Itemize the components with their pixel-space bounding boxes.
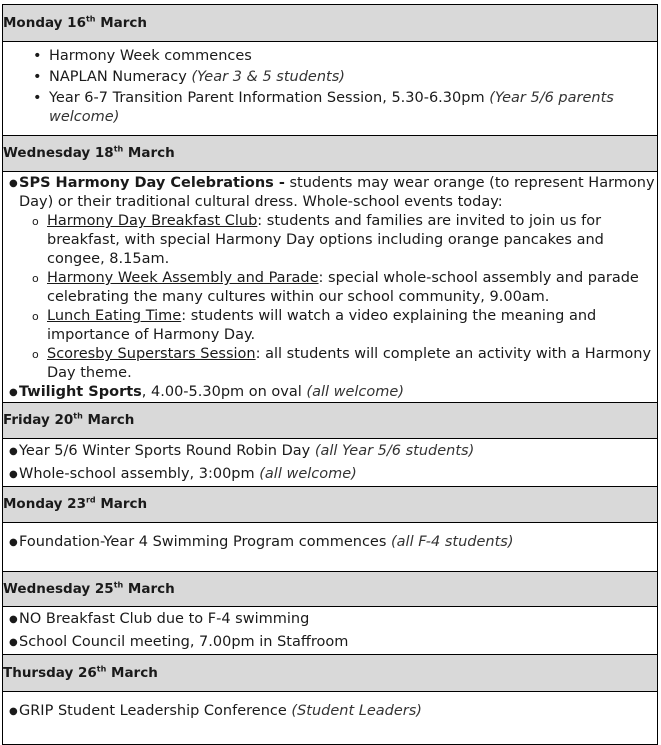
bullet-icon: ● — [9, 537, 18, 548]
bullet-icon: ● — [9, 614, 18, 625]
bullet-icon: • — [33, 69, 42, 85]
sub-event-list — [3, 212, 657, 383]
bullet-icon: ● — [9, 178, 18, 189]
list-item: ● Year 5/6 Winter Sports Round Robin Day (all Year 5/6 students) — [9, 443, 475, 459]
list-item: o Scoresby Superstars Session: all students will complete an activity with a Harmony Day theme. — [32, 346, 652, 381]
bullet-icon: ● — [9, 387, 18, 398]
event-list — [3, 442, 657, 484]
section-header — [3, 5, 658, 42]
event-list — [3, 533, 657, 552]
list-item: ● NO Breakfast Club due to F-4 swimming — [9, 611, 310, 627]
event-list — [3, 47, 657, 127]
list-item: o Harmony Week Assembly and Parade: special whole-school assembly and parade celebrating the many cultures within our school community, 9.00am. — [32, 270, 639, 305]
list-item: • Year 6-7 Transition Parent Information Session, 5.30-6.30pm (Year 5/6 parents welcome) — [33, 90, 614, 125]
list-item: o Harmony Day Breakfast Club: students and families are invited to join us for breakfast, with special Harmony Day options including orange pancakes and congee, 8.15am. — [32, 213, 604, 267]
list-item: ● SPS Harmony Day Celebrations - students may wear orange (to represent Harmony Day) or their traditional cultural dress. Whole-school events today: — [9, 175, 655, 210]
bullet-icon: ● — [9, 706, 18, 717]
date-heading: Thursday 26th March — [3, 655, 658, 692]
list-item: • NAPLAN Numeracy (Year 3 & 5 students) — [33, 69, 345, 85]
list-item: ● Foundation-Year 4 Swimming Program commences (all F-4 students) — [9, 534, 514, 550]
section-header — [3, 655, 658, 692]
section-header — [3, 403, 658, 439]
section-header — [3, 136, 658, 172]
event-list — [3, 610, 657, 652]
list-item: o Lunch Eating Time: students will watch a video explaining the meaning and importance of Harmony Day. — [32, 308, 597, 343]
circle-bullet-icon: o — [32, 310, 39, 323]
date-heading: Friday 20th March — [3, 403, 658, 439]
list-item: ● GRIP Student Leadership Conference (Student Leaders) — [9, 703, 422, 719]
bullet-icon: ● — [9, 446, 18, 457]
event-list — [3, 174, 657, 212]
section-body — [3, 523, 658, 572]
section-header — [3, 572, 658, 607]
list-item: • Harmony Week commences — [33, 48, 252, 64]
section-body — [3, 42, 658, 136]
bullet-icon: • — [33, 90, 42, 106]
circle-bullet-icon: o — [32, 272, 39, 285]
bullet-icon: ● — [9, 637, 18, 648]
date-heading: Monday 23rd March — [3, 487, 658, 523]
event-list — [3, 702, 657, 721]
date-heading: Wednesday 18th March — [3, 136, 658, 172]
list-item: ● Twilight Sports, 4.00-5.30pm on oval (all welcome) — [9, 384, 404, 400]
circle-bullet-icon: o — [32, 215, 39, 228]
circle-bullet-icon: o — [32, 348, 39, 361]
date-heading: Monday 16th March — [3, 5, 658, 42]
events-table — [2, 4, 658, 745]
event-list — [3, 383, 657, 402]
list-item: ● Whole-school assembly, 3:00pm (all welcome) — [9, 466, 357, 482]
bullet-icon: ● — [9, 469, 18, 480]
section-body — [3, 439, 658, 487]
section-body — [3, 692, 658, 745]
section-body — [3, 172, 658, 403]
section-header — [3, 487, 658, 523]
date-heading: Wednesday 25th March — [3, 572, 658, 607]
bullet-icon: • — [33, 48, 42, 64]
section-body — [3, 607, 658, 655]
list-item: ● School Council meeting, 7.00pm in Staffroom — [9, 634, 349, 650]
